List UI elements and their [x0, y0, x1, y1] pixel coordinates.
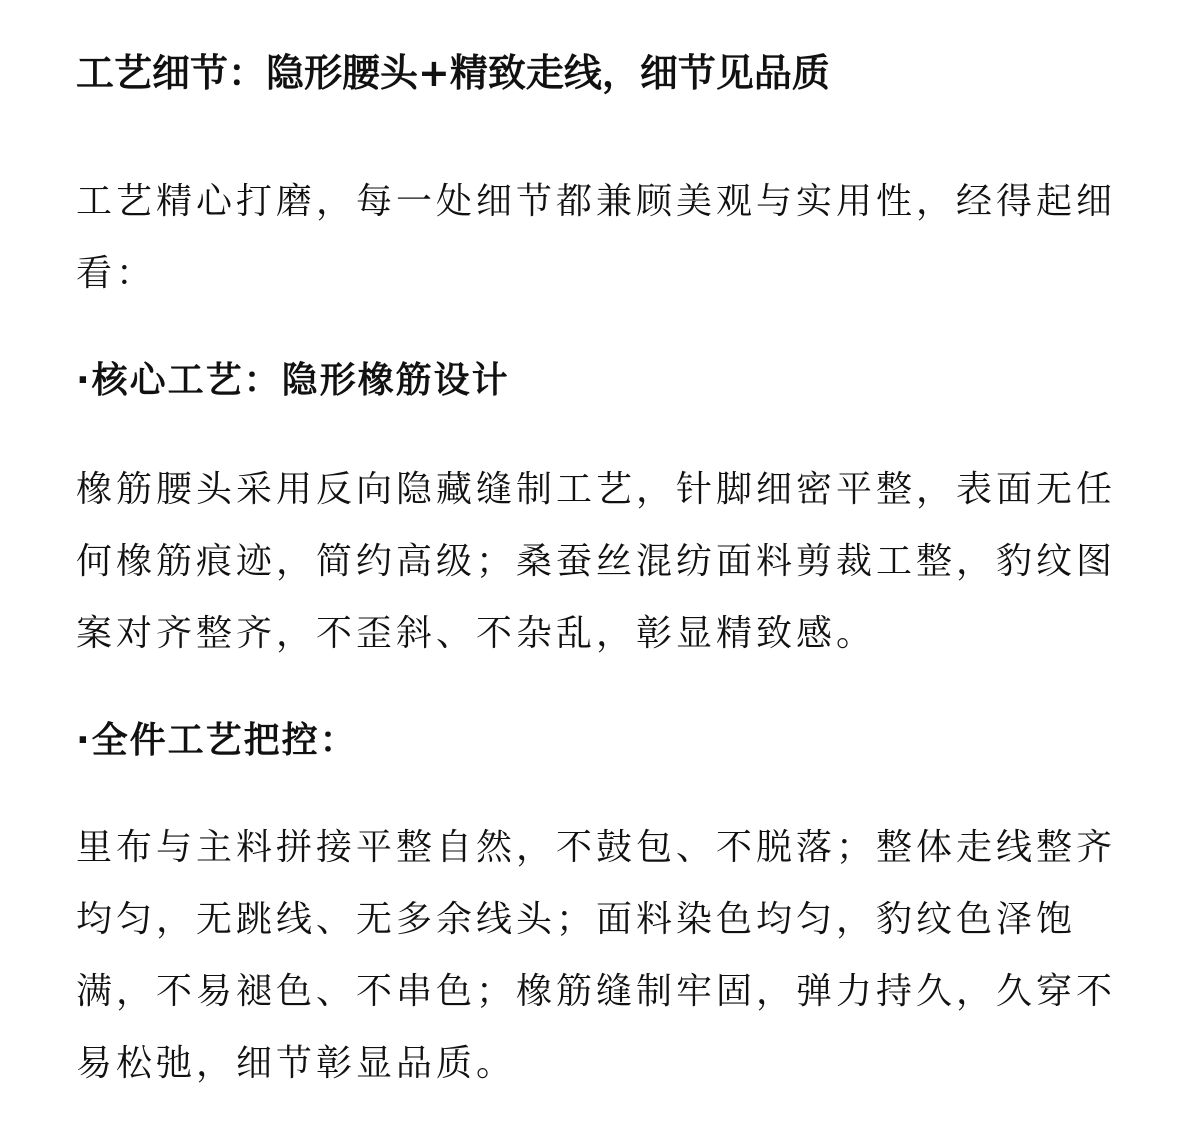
intro-line: 看： [76, 253, 157, 294]
section-heading-core-craft: ·核心工艺：隐形橡筋设计 [76, 360, 510, 401]
section-body-full-control [76, 812, 1116, 1100]
body-line: 里布与主料拼接平整自然，不鼓包、不脱落；整体走线整齐 [76, 827, 1117, 868]
section-body-core-craft [76, 454, 1116, 670]
body-line: 满，不易褪色、不串色；橡筋缝制牢固，弹力持久，久穿不 [76, 971, 1117, 1012]
body-line: 均匀，无跳线、无多余线头；面料染色均匀，豹纹色泽饱 [76, 899, 1077, 940]
section-heading-full-control: ·全件工艺把控： [76, 720, 358, 761]
body-line: 易松弛，细节彰显品质。 [76, 1043, 517, 1084]
body-line: 何橡筋痕迹，简约高级；桑蚕丝混纺面料剪裁工整，豹纹图 [76, 541, 1117, 582]
body-line: 橡筋腰头采用反向隐藏缝制工艺，针脚细密平整，表面无任 [76, 469, 1117, 510]
page-title: 工艺细节：隐形腰头+精致走线，细节见品质 [76, 51, 830, 95]
intro-line: 工艺精心打磨，每一处细节都兼顾美观与实用性，经得起细 [76, 181, 1117, 222]
intro-paragraph [76, 166, 1116, 310]
body-line: 案对齐整齐，不歪斜、不杂乱，彰显精致感。 [76, 613, 877, 654]
